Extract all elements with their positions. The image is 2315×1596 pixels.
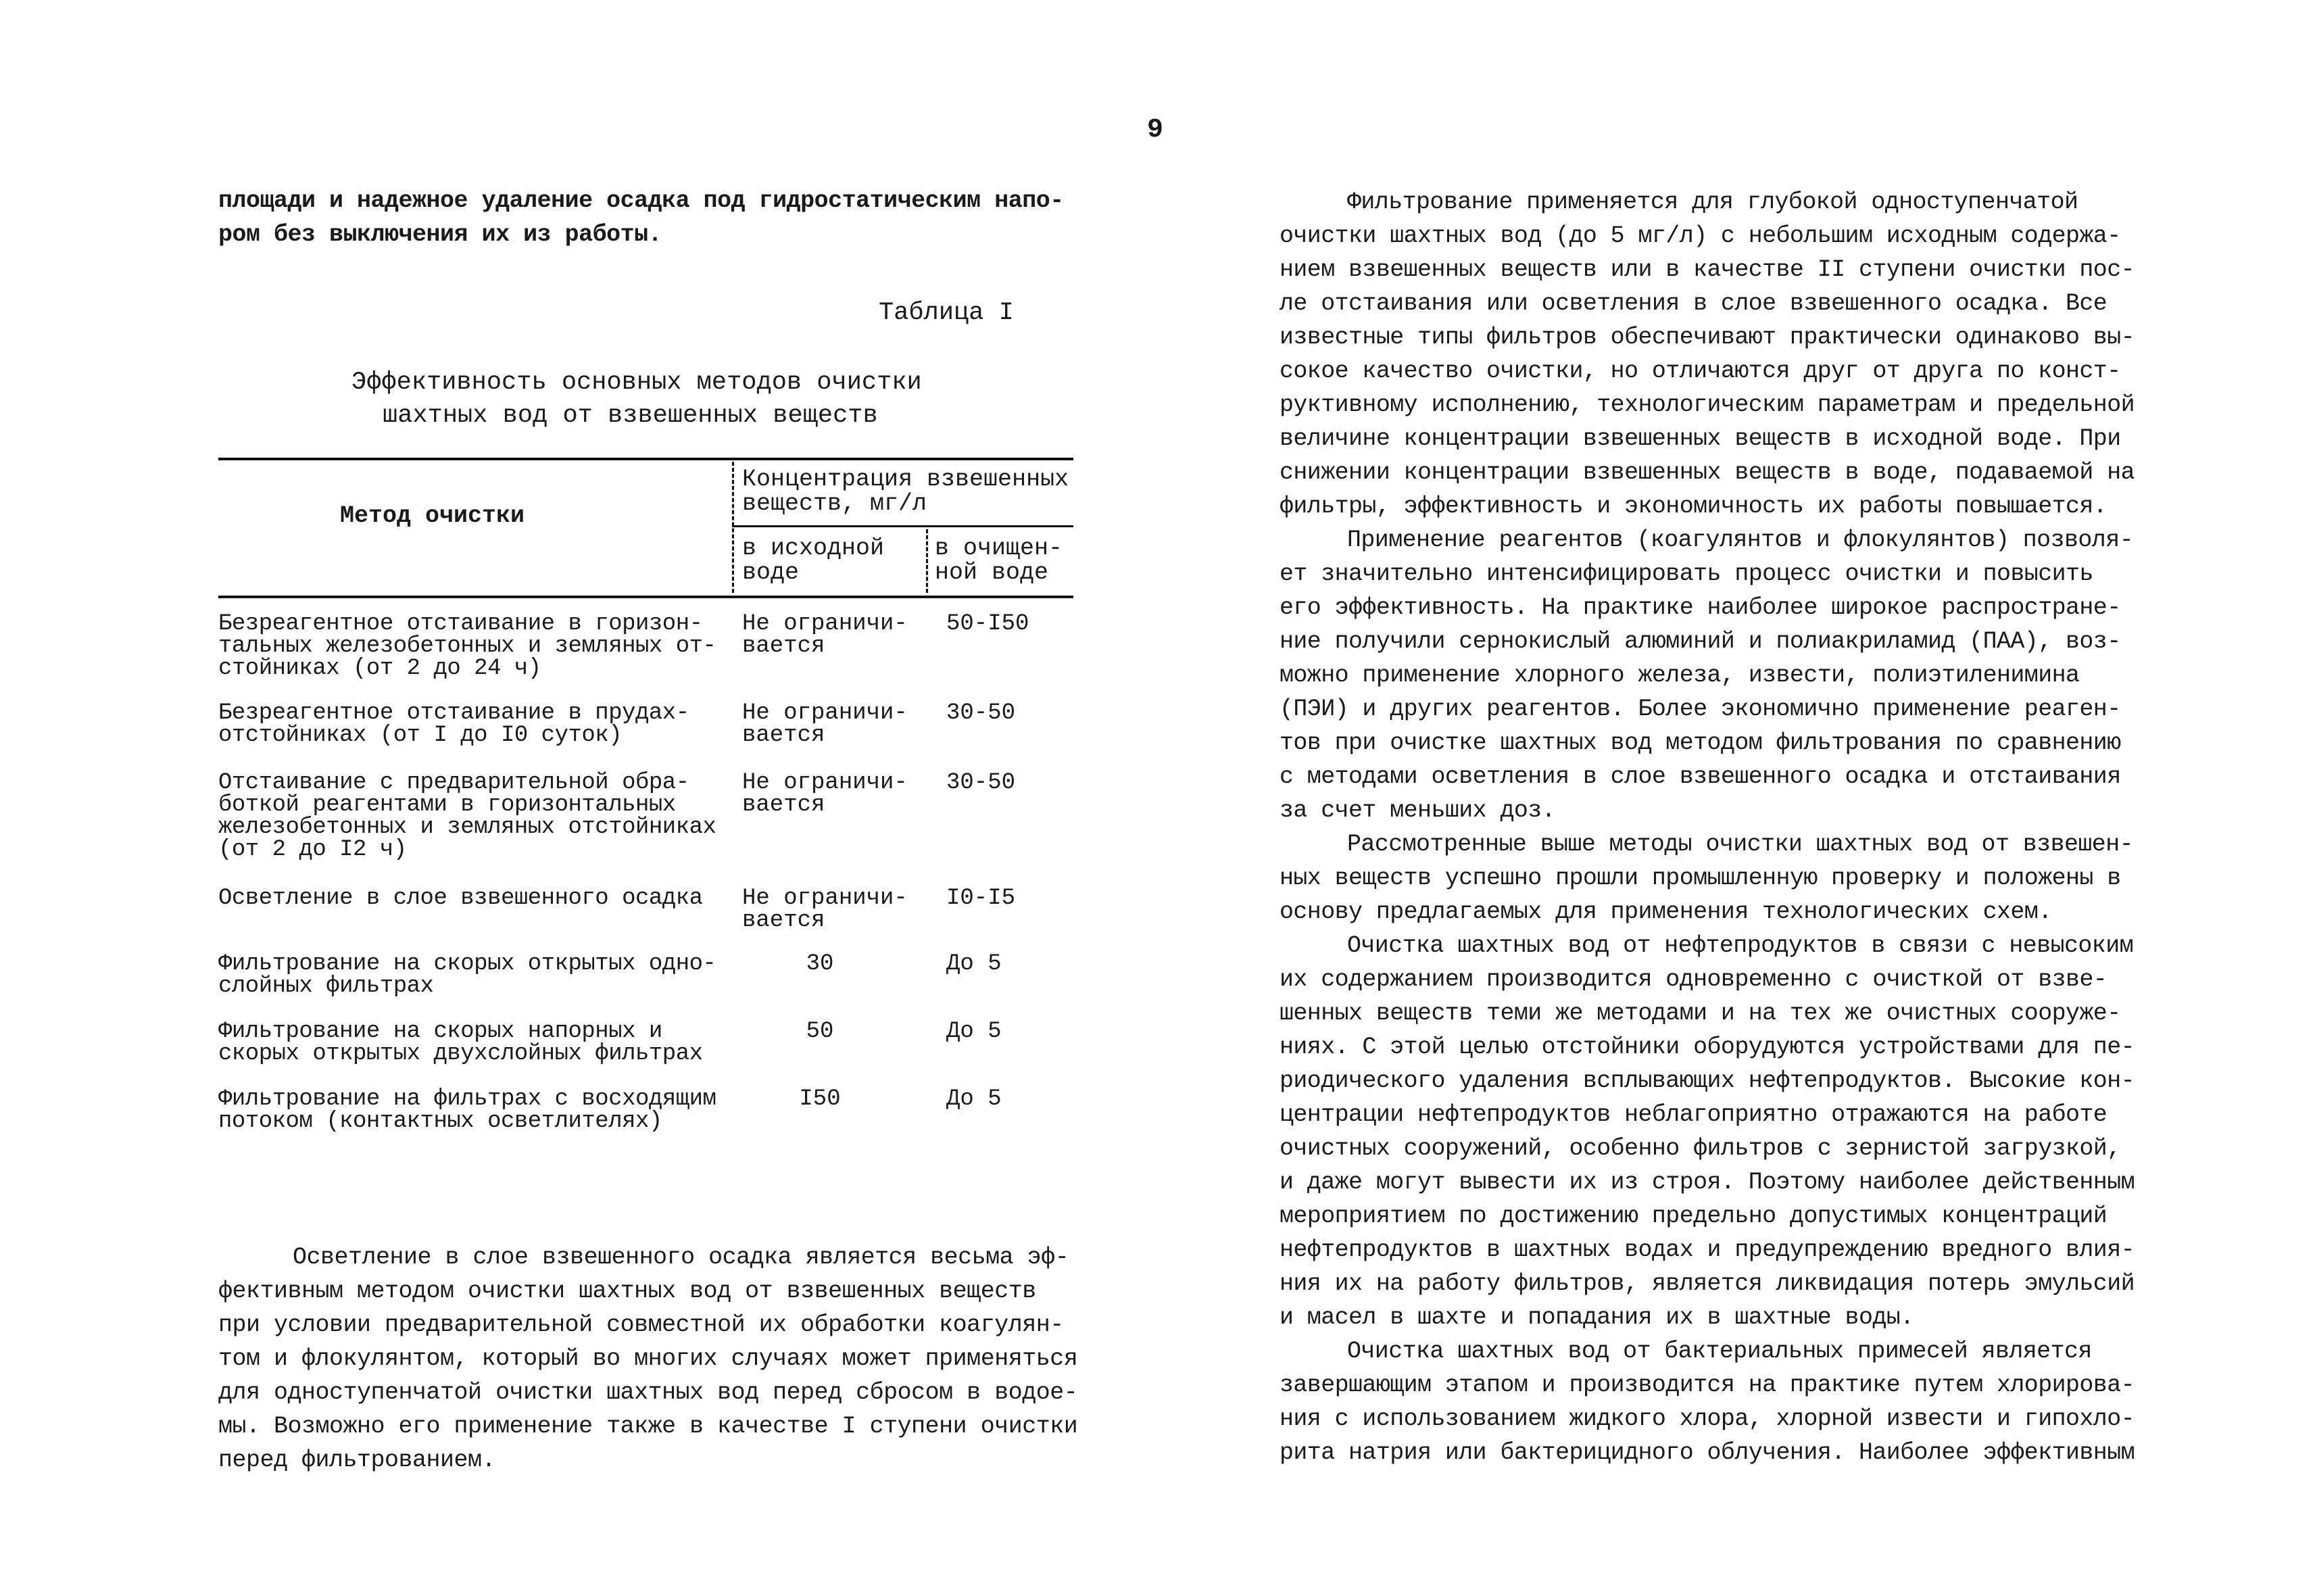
row-cleaned: До 5	[946, 1019, 1002, 1044]
header-conc	[742, 467, 1069, 516]
text-line: нефтепродуктов в шахтных водах и предупреждению вредного влия-	[1280, 1236, 2135, 1263]
row-source	[746, 953, 894, 975]
table-title-line-1: Эффективность основных методов очистки	[351, 368, 922, 397]
table-divider	[732, 462, 734, 593]
text-line: Рассмотренные выше методы очистки шахтных вод от взвешен-	[1347, 831, 2133, 858]
text-line: (от 2 до I2 ч)	[218, 837, 407, 863]
header-cleaned	[935, 536, 1063, 585]
text-line: Очистка шахтных вод от бактериальных примесей является	[1347, 1338, 2092, 1365]
text-line: отстойниках (от I до I0 суток)	[218, 723, 623, 748]
text-line: Безреагентное отстаивание в горизон-	[218, 611, 703, 637]
text-line: Фильтрование на скорых открытых одно-	[218, 951, 716, 977]
row-method	[218, 1088, 716, 1133]
text-line: ния с использованием жидкого хлора, хлорной извести и гипохло-	[1280, 1405, 2135, 1432]
text-line: величине концентрации взвешенных веществ в исходной воде. При	[1280, 425, 2121, 452]
text-line: вается	[742, 792, 825, 818]
text-line: и масел в шахте и попадания их в шахтные воды.	[1280, 1304, 1914, 1331]
text-line: известные типы фильтров обеспечивают практически одинаково вы-	[1280, 324, 2135, 351]
text-line: завершающим этапом и производится на практике путем хлорирова-	[1280, 1372, 2135, 1399]
text-line: тов при очистке шахтных вод методом фильтрования по сравнению	[1280, 729, 2121, 756]
text-line: шенных веществ теми же методами и на тех же очистных сооруже-	[1280, 1000, 2121, 1027]
text-line: снижении концентрации взвешенных веществ в воде, подаваемой на	[1280, 459, 2135, 486]
table-header-mid-rule	[732, 525, 1073, 527]
text-line: нием взвешенных веществ или в качестве II ступени очистки пос-	[1280, 256, 2135, 283]
text-line: мероприятием по достижению предельно допустимых концентраций	[1280, 1203, 2107, 1230]
text-line: Безреагентное отстаивание в прудах-	[218, 700, 689, 726]
left-paragraph	[218, 1240, 1077, 1477]
text-line: ром без выключения их из работы.	[218, 221, 662, 248]
row-source	[742, 613, 908, 658]
header-source-line: в исходной	[742, 535, 885, 562]
header-source	[742, 536, 884, 585]
header-method: Метод очистки	[340, 502, 525, 529]
text-line: Фильтрование на фильтрах с восходящим	[218, 1086, 716, 1112]
table-label: Таблица I	[879, 299, 1014, 327]
header-source-line: воде	[742, 559, 800, 586]
text-line: для одноступенчатой очистки шахтных вод перед сбросом в водое-	[218, 1379, 1078, 1406]
text-line: основу предлагаемых для применения технологических схем.	[1280, 898, 2052, 925]
row-cleaned: 50-I50	[946, 611, 1029, 637]
text-line: скорых открытых двухслойных фильтрах	[218, 1041, 703, 1067]
left-intro	[218, 184, 1064, 251]
row-cleaned: До 5	[946, 1086, 1002, 1112]
text-line: центрации нефтепродуктов неблагоприятно отражаются на работе	[1280, 1101, 2107, 1128]
text-line: риодического удаления всплывающих нефтепродуктов. Высокие кон-	[1280, 1067, 2135, 1094]
text-line: Осветление в слое взвешенного осадка является весьма эф-	[293, 1244, 1069, 1271]
table	[218, 458, 1073, 1161]
text-line: боткой реагентами в горизонтальных	[218, 792, 676, 818]
text-line: их содержанием производится одновременно с очисткой от взве-	[1280, 966, 2107, 993]
row-source	[746, 1021, 894, 1043]
row-cleaned: I0-I5	[946, 886, 1016, 911]
text-line: I50	[799, 1086, 841, 1112]
text-line: Фильтрование на скорых напорных и	[218, 1019, 662, 1044]
page-number: 9	[1147, 115, 1164, 145]
header-conc-line: веществ, мг/л	[742, 490, 927, 517]
text-line: Не ограничи-	[742, 886, 908, 911]
text-line: руктивному исполнению, технологическим параметрам и предельной	[1280, 391, 2135, 418]
row-cleaned: 30-50	[946, 770, 1016, 796]
row-source	[742, 888, 908, 932]
text-line: Фильтрование применяется для глубокой одноступенчатой	[1347, 189, 2078, 216]
row-method	[218, 702, 689, 747]
text-line: вается	[742, 908, 825, 934]
text-line: рита натрия или бактерицидного облучения. Наиболее эффективным	[1280, 1439, 2135, 1466]
text-line: ет значительно интенсифицировать процесс очистки и повысить	[1280, 560, 2093, 587]
header-conc-line: Концентрация взвешенных	[742, 466, 1069, 493]
text-line: 50	[806, 1019, 834, 1044]
row-method	[218, 888, 703, 910]
text-line: тальных железобетонных и земляных от-	[218, 633, 716, 659]
text-line: Осветление в слое взвешенного осадка	[218, 886, 703, 911]
text-line: Не ограничи-	[742, 700, 908, 726]
table-top-rule	[218, 458, 1073, 460]
text-line: можно применение хлорного железа, извести, полиэтиленимина	[1280, 662, 2080, 689]
text-line: ние получили сернокислый алюминий и полиакриламид (ПАА), воз-	[1280, 628, 2121, 655]
text-line: при условии предварительной совместной их обработки коагулян-	[218, 1311, 1064, 1338]
text-line: Очистка шахтных вод от нефтепродуктов в связи с невысоким	[1347, 932, 2133, 959]
text-line: и даже могут вывести их из строя. Поэтому наиболее действенным	[1280, 1169, 2135, 1196]
right-column	[1280, 185, 2135, 1470]
header-cleaned-line: ной воде	[935, 559, 1049, 586]
text-line: мы. Возможно его применение также в качестве I ступени очистки	[218, 1413, 1078, 1440]
text-line: за счет меньших доз.	[1280, 797, 1556, 824]
text-line: фильтры, эффективность и экономичность их работы повышается.	[1280, 493, 2107, 520]
text-line: площади и надежное удаление осадка под гидростатическим напо-	[218, 187, 1064, 214]
row-method	[218, 772, 716, 861]
text-line: ния их на работу фильтров, является ликвидация потерь эмульсий	[1280, 1270, 2135, 1297]
row-cleaned: 30-50	[946, 700, 1016, 726]
text-line: 30	[806, 951, 834, 977]
row-method	[218, 613, 716, 680]
header-cleaned-line: в очищен-	[935, 535, 1063, 562]
text-line: (ПЭИ) и других реагентов. Более экономично применение реаген-	[1280, 696, 2121, 723]
text-line: фективным методом очистки шахтных вод от взвешенных веществ	[218, 1278, 1036, 1305]
text-line: его эффективность. На практике наиболее широкое распростране-	[1280, 594, 2121, 621]
text-line: железобетонных и земляных отстойниках	[218, 815, 716, 840]
text-line: Отстаивание с предварительной обра-	[218, 770, 689, 796]
table-header-bottom-rule	[218, 596, 1073, 598]
text-line: Применение реагентов (коагулянтов и флокулянтов) позволя-	[1347, 527, 2133, 554]
text-line: вается	[742, 723, 825, 748]
text-line: ле отстаивания или осветления в слое взвешенного осадка. Все	[1280, 290, 2107, 317]
row-source	[742, 702, 908, 747]
text-line: ниях. С этой целью отстойники оборудуются устройствами для пе-	[1280, 1034, 2135, 1061]
table-title-line-2: шахтных вод от взвешенных веществ	[383, 402, 878, 430]
text-line: очистных сооружений, особенно фильтров с зернистой загрузкой,	[1280, 1135, 2121, 1162]
text-line: вается	[742, 633, 825, 659]
text-line: сокое качество очистки, но отличаются друг от друга по конст-	[1280, 358, 2121, 385]
text-line: Не ограничи-	[742, 611, 908, 637]
text-line: слойных фильтрах	[218, 973, 434, 999]
text-line: ных веществ успешно прошли промышленную проверку и положены в	[1280, 865, 2121, 892]
text-line: потоком (контактных осветлителях)	[218, 1109, 662, 1134]
row-method	[218, 953, 716, 998]
text-line: том и флокулянтом, который во многих случаях может применяться	[218, 1345, 1078, 1372]
text-line: стойниках (от 2 до 24 ч)	[218, 656, 541, 681]
row-method	[218, 1021, 703, 1065]
row-source	[746, 1088, 894, 1111]
text-line: перед фильтрованием.	[218, 1447, 496, 1474]
table-divider	[926, 529, 928, 593]
row-cleaned: До 5	[946, 951, 1002, 977]
text-line: Не ограничи-	[742, 770, 908, 796]
row-source	[742, 772, 908, 817]
text-line: очистки шахтных вод (до 5 мг/л) с небольшим исходным содержа-	[1280, 222, 2121, 249]
text-line: с методами осветления в слое взвешенного осадка и отстаивания	[1280, 763, 2121, 790]
